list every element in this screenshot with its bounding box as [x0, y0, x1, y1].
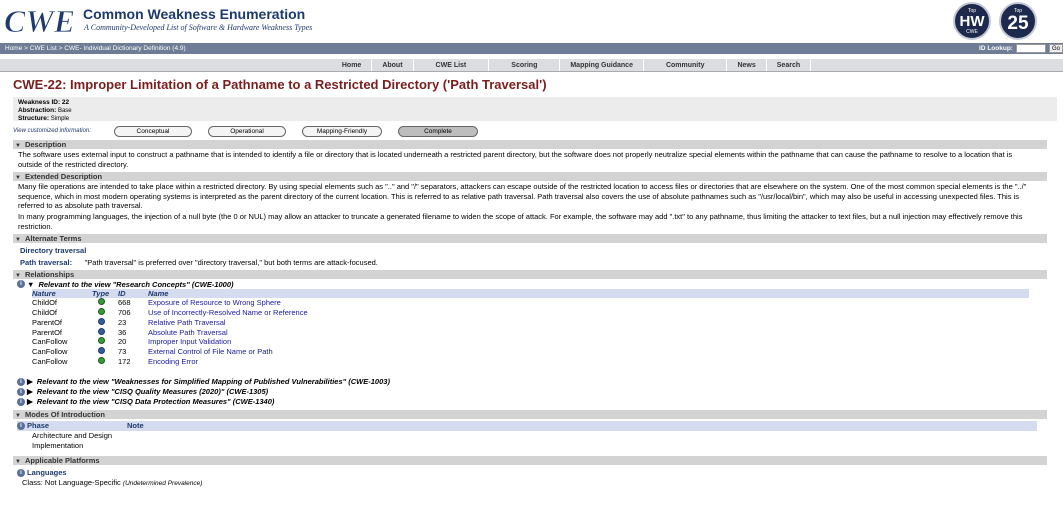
site-header — [0, 0, 1063, 43]
id-cell: 668 — [118, 298, 131, 308]
nav-mapping-guidance[interactable]: Mapping Guidance — [560, 59, 644, 71]
id-lookup-label: ID Lookup: — [979, 45, 1013, 52]
nature-cell: ParentOf — [32, 317, 63, 327]
expand-icon: ▶ — [27, 397, 33, 407]
nav-cwe-list[interactable]: CWE List — [414, 59, 490, 71]
section-title: Modes Of Introduction — [24, 409, 105, 419]
nature-cell: ParentOf — [32, 327, 63, 337]
table-row — [32, 337, 1029, 347]
relationships-table — [32, 289, 1029, 367]
col-type: Type — [92, 289, 118, 298]
info-icon[interactable]: i — [17, 378, 25, 386]
collapse-icon: ▼ — [15, 237, 21, 244]
breadcrumb-current: CWE- Individual Dictionary Definition (4.9) — [64, 45, 186, 52]
phase-row: Implementation — [32, 440, 84, 450]
info-icon[interactable]: i — [17, 398, 25, 406]
main-nav — [0, 59, 1063, 72]
weakness-link[interactable]: Absolute Path Traversal — [148, 327, 228, 337]
class-icon — [98, 337, 105, 344]
weakness-id-value: 22 — [61, 99, 70, 106]
view-cisq-data-protection[interactable] — [17, 397, 1063, 407]
id-lookup-go-button[interactable]: Go — [1049, 44, 1063, 53]
alternate-term-2 — [20, 258, 1063, 267]
view-label: View customized information: — [13, 128, 91, 134]
top-hw-cwe-badge[interactable] — [953, 2, 991, 40]
top-25-badge[interactable] — [999, 2, 1037, 40]
abstraction-label: Abstraction: — [18, 107, 57, 114]
table-header — [32, 289, 1029, 298]
id-cell: 23 — [118, 317, 127, 327]
collapse-icon: ▼ — [15, 412, 21, 419]
cwe-logo-text: CWE — [4, 4, 76, 36]
base-icon — [98, 328, 105, 335]
applicable-platforms-header[interactable] — [13, 456, 1047, 465]
breadcrumb-home[interactable]: Home — [5, 45, 23, 52]
description-text: The software uses external input to construct a pathname that is intended to identify a file or directory that is located underneath a restricted parent directory, but the software does not properly neutralize special elements within the pathname that can cause the pathname to resolve to a location that is outside of the restricted directory. — [18, 150, 1013, 169]
view-selector — [13, 125, 1063, 137]
badge-cwe-label: CWE — [966, 29, 978, 35]
badge-hw-label: HW — [959, 13, 985, 30]
languages-heading — [17, 468, 1063, 478]
view-title: Relevant to the view "CISQ Data Protection Measures" (CWE-1340) — [36, 397, 275, 407]
weakness-link[interactable]: Relative Path Traversal — [148, 317, 226, 327]
relationships-header[interactable] — [13, 270, 1047, 279]
view-complete-button[interactable]: Complete — [398, 126, 478, 137]
view-research-concepts[interactable] — [17, 279, 1063, 289]
structure-label: Structure: — [18, 115, 50, 122]
nature-cell: CanFollow — [32, 337, 68, 347]
section-title: Applicable Platforms — [24, 455, 100, 465]
badge-top-label: Top — [1013, 8, 1023, 14]
info-icon[interactable]: i — [17, 469, 25, 477]
col-name: Name — [148, 289, 1029, 298]
breadcrumb-cwe-list[interactable]: CWE List — [29, 45, 57, 52]
description-header[interactable] — [13, 140, 1047, 149]
nature-cell: ChildOf — [32, 307, 58, 317]
table-row — [32, 357, 1029, 367]
id-cell: 172 — [118, 356, 131, 366]
section-title: Alternate Terms — [24, 234, 82, 244]
table-row — [32, 328, 1029, 338]
view-mapping-friendly-button[interactable]: Mapping-Friendly — [302, 126, 382, 137]
site-title[interactable]: Common Weakness Enumeration — [83, 6, 306, 22]
class-icon — [98, 308, 105, 315]
phase-row: Architecture and Design — [32, 430, 113, 440]
nature-cell: ChildOf — [32, 298, 58, 308]
nav-news[interactable]: News — [727, 59, 766, 71]
view-cisq-quality[interactable] — [17, 387, 1063, 397]
nav-search[interactable]: Search — [767, 59, 811, 71]
nav-scoring[interactable]: Scoring — [489, 59, 560, 71]
expand-icon: ▶ — [27, 387, 33, 397]
id-cell: 73 — [118, 347, 127, 357]
col-note: Note — [127, 421, 144, 431]
view-title: Relevant to the view "Research Concepts" (CWE-1000) — [38, 279, 234, 289]
table-row — [32, 347, 1029, 357]
badge-top-label: Top — [967, 8, 977, 14]
language-class: Class: Not Language-Specific — [22, 477, 121, 487]
col-nature: Nature — [32, 289, 92, 298]
collapse-icon: ▼ — [15, 273, 21, 280]
section-title: Description — [24, 140, 67, 149]
alternate-terms-header[interactable] — [13, 234, 1047, 243]
nav-about[interactable]: About — [372, 59, 413, 71]
weakness-link[interactable]: Exposure of Resource to Wrong Sphere — [148, 298, 281, 308]
nature-cell: CanFollow — [32, 356, 68, 366]
weakness-link[interactable]: Use of Incorrectly-Resolved Name or Reference — [148, 307, 308, 317]
section-title: Relationships — [24, 270, 75, 280]
prevalence: (Undetermined Prevalence) — [122, 479, 203, 487]
view-conceptual-button[interactable]: Conceptual — [114, 126, 192, 137]
extended-text-2: In many programming languages, the injection of a null byte (the 0 or NUL) may allow an attacker to truncate a generated filename to widen the scope of attack. For example, the software may add ".txt" to any pathname, thus limiting the attacker to text files, but a null injection may effectively remove this restriction. — [18, 211, 1023, 231]
nature-cell: CanFollow — [32, 347, 68, 357]
structure-value: Simple — [50, 116, 70, 122]
language-class-row — [22, 478, 1063, 488]
info-icon[interactable]: i — [17, 388, 25, 396]
base-icon — [98, 347, 105, 354]
expand-icon: ▶ — [27, 377, 33, 387]
view-title: Relevant to the view "Weaknesses for Simplified Mapping of Published Vulnerabilities" (CWE-1003) — [36, 377, 390, 387]
modes-table-header — [17, 421, 1037, 431]
extended-text-1: Many file operations are intended to take place within a restricted directory. By using special elements such as ".." and "/" separators, attackers can escape outside of the restricted location to access files or directories that are elsewhere on the system. One of the most common special elements is the "../" sequence, which in most modern operating systems is interpreted as the parent directory of the current location. This is referred to as relative path traversal. Path traversal also covers the use of absolute pathnames such as "/usr/local/bin", which may also be useful in accessing unexpected files. This is referred to as absolute path traversal. — [18, 182, 1027, 211]
weakness-id-label: Weakness ID: — [18, 99, 61, 106]
view-title: Relevant to the view "CISQ Quality Measures (2020)" (CWE-1305) — [36, 387, 269, 397]
table-row — [32, 308, 1029, 318]
term-description: "Path traversal" is preferred over "directory traversal," but both terms are attack-focused. — [84, 258, 378, 268]
id-cell: 20 — [118, 337, 127, 347]
site-subtitle: A Community-Developed List of Software & Hardware Weakness Types — [84, 23, 313, 32]
view-simplified-mapping[interactable] — [17, 377, 1063, 387]
id-cell: 706 — [118, 307, 131, 317]
term-name: Directory traversal — [20, 246, 87, 256]
id-lookup — [979, 43, 1063, 54]
cwe-logo[interactable] — [4, 4, 80, 36]
badge-25-label: 25 — [1007, 13, 1029, 34]
collapse-icon: ▼ — [15, 143, 21, 149]
col-phase: Phase — [27, 421, 50, 431]
breadcrumb — [0, 43, 1063, 54]
section-title: Extended Description — [24, 172, 103, 182]
class-icon — [98, 357, 105, 364]
weakness-link[interactable]: Improper Input Validation — [148, 337, 232, 347]
platforms-body — [17, 468, 1063, 488]
modes-table — [17, 421, 1063, 451]
id-lookup-input[interactable] — [1016, 44, 1046, 53]
weakness-link[interactable]: External Control of File Name or Path — [148, 347, 273, 357]
base-icon — [98, 318, 105, 325]
class-icon — [98, 298, 105, 305]
alternate-term-1 — [20, 246, 1063, 255]
collapse-icon: ▼ — [15, 175, 21, 182]
id-cell: 36 — [118, 327, 127, 337]
collapse-icon: ▼ — [15, 458, 21, 465]
weakness-meta — [13, 97, 1057, 121]
breadcrumb-sep: > — [22, 45, 30, 52]
modes-of-introduction-header[interactable] — [13, 410, 1047, 419]
relationships-body — [17, 279, 1063, 407]
info-icon[interactable]: i — [17, 422, 25, 430]
page-title: CWE-22: Improper Limitation of a Pathname to a Restricted Directory ('Path Traversal') — [13, 77, 547, 92]
table-row — [32, 298, 1029, 308]
weakness-link[interactable]: Encoding Error — [148, 356, 199, 366]
extended-description-header[interactable] — [13, 172, 1047, 181]
collapse-icon: ▼ — [27, 279, 35, 289]
languages-label: Languages — [27, 468, 67, 478]
col-id: ID — [118, 289, 148, 298]
term-name: Path traversal: — [20, 258, 73, 268]
breadcrumb-sep: > — [56, 45, 65, 52]
table-row — [32, 318, 1029, 328]
nav-home[interactable]: Home — [332, 59, 372, 71]
view-operational-button[interactable]: Operational — [208, 126, 286, 137]
abstraction-value: Base — [57, 108, 72, 114]
nav-community[interactable]: Community — [644, 59, 728, 71]
info-icon[interactable]: i — [17, 280, 25, 288]
